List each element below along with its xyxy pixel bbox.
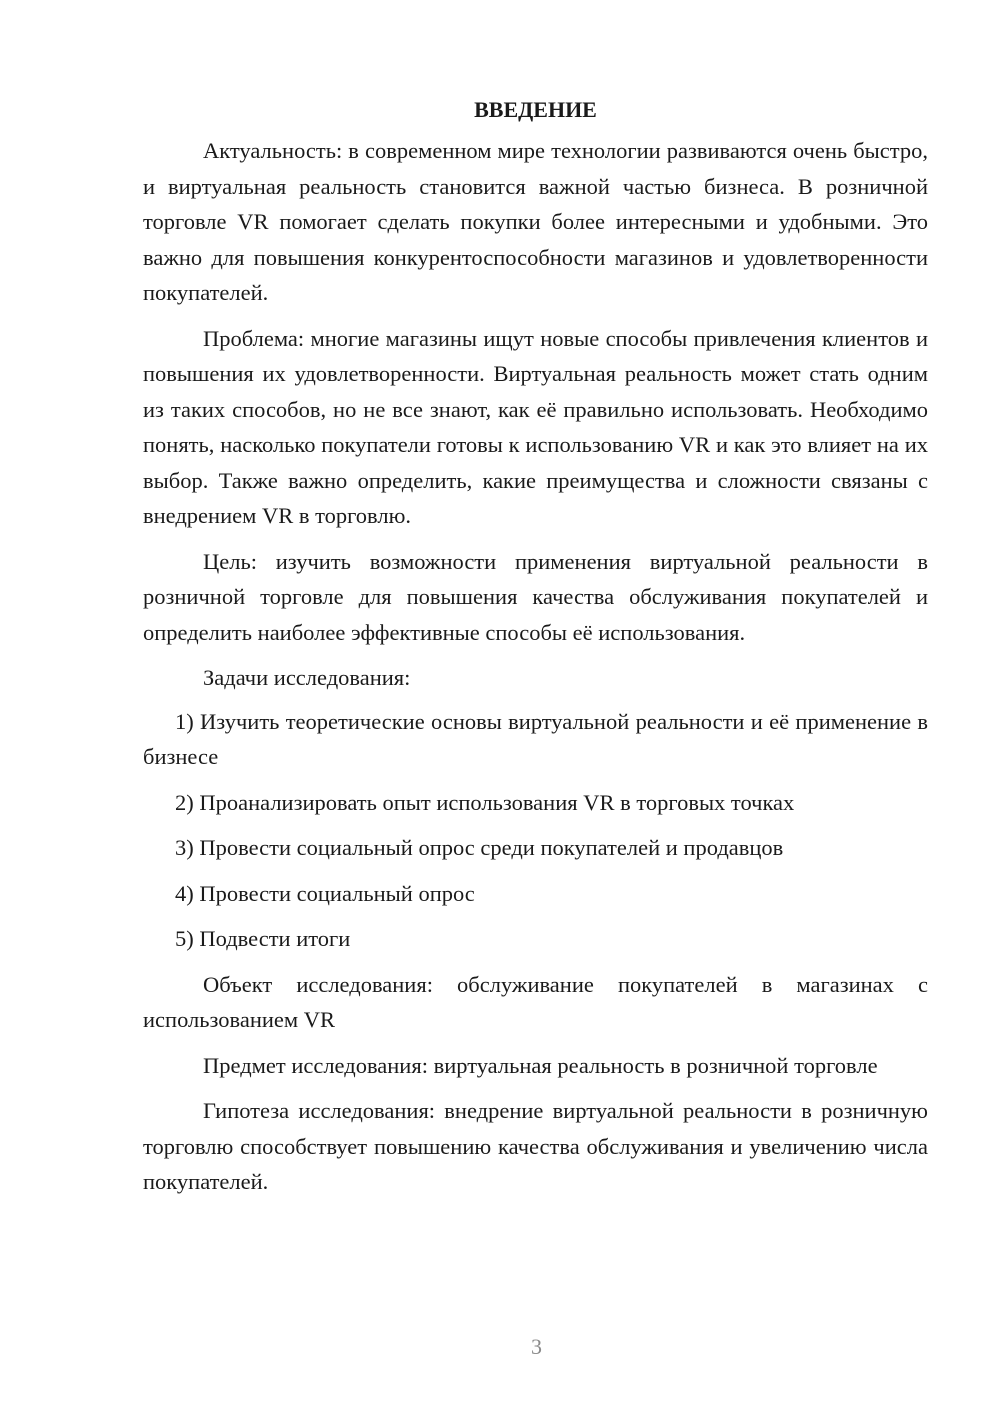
problem-paragraph: Проблема: многие магазины ищут новые способы привлечения клиентов и повышения их удовлетворенности. Виртуальная реальность может стать одним из таких способов, но не все знают, как её правильно использовать. Необходимо понять, насколько покупатели готовы к использованию VR и как это влияет на их выбор. Также важно определить, какие преимущества и сложности связаны с внедрением VR в торговлю.	[143, 325, 928, 528]
object-paragraph: Объект исследования: обслуживание покупателей в магазинах с использованием VR	[143, 971, 928, 1032]
section-title: ВВЕДЕНИЕ	[474, 97, 597, 122]
hypothesis-paragraph: Гипотеза исследования: внедрение виртуальной реальности в розничную торговлю способствует повышению качества обслуживания и увеличению числа покупателей.	[143, 1098, 928, 1194]
relevance-paragraph: Актуальность: в современном мире технологии развиваются очень быстро, и виртуальная реальность становится важной частью бизнеса. В розничной торговле VR помогает сделать покупки более интересными и удобными. Это важно для повышения конкурентоспособности магазинов и удовлетворенности покупателей.	[143, 138, 928, 305]
goal-paragraph: Цель: изучить возможности применения виртуальной реальности в розничной торговле для повышения качества обслуживания покупателей и определить наиболее эффективные способы её использования.	[143, 548, 928, 645]
task-item-1: 1) Изучить теоретические основы виртуальной реальности и её применение в бизнесе	[143, 708, 928, 769]
page-content	[143, 96, 928, 1210]
task-item-5: 5) Подвести итоги	[175, 926, 351, 951]
task-item-3: 3) Провести социальный опрос среди покупателей и продавцов	[175, 835, 784, 860]
task-item-2: 2) Проанализировать опыт использования VR в торговых точках	[175, 789, 795, 815]
subject-paragraph: Предмет исследования: виртуальная реальность в розничной торговле	[203, 1052, 878, 1078]
task-item-4: 4) Провести социальный опрос	[175, 880, 475, 906]
page-number: 3	[531, 1334, 542, 1359]
tasks-heading: Задачи исследования:	[203, 665, 411, 690]
